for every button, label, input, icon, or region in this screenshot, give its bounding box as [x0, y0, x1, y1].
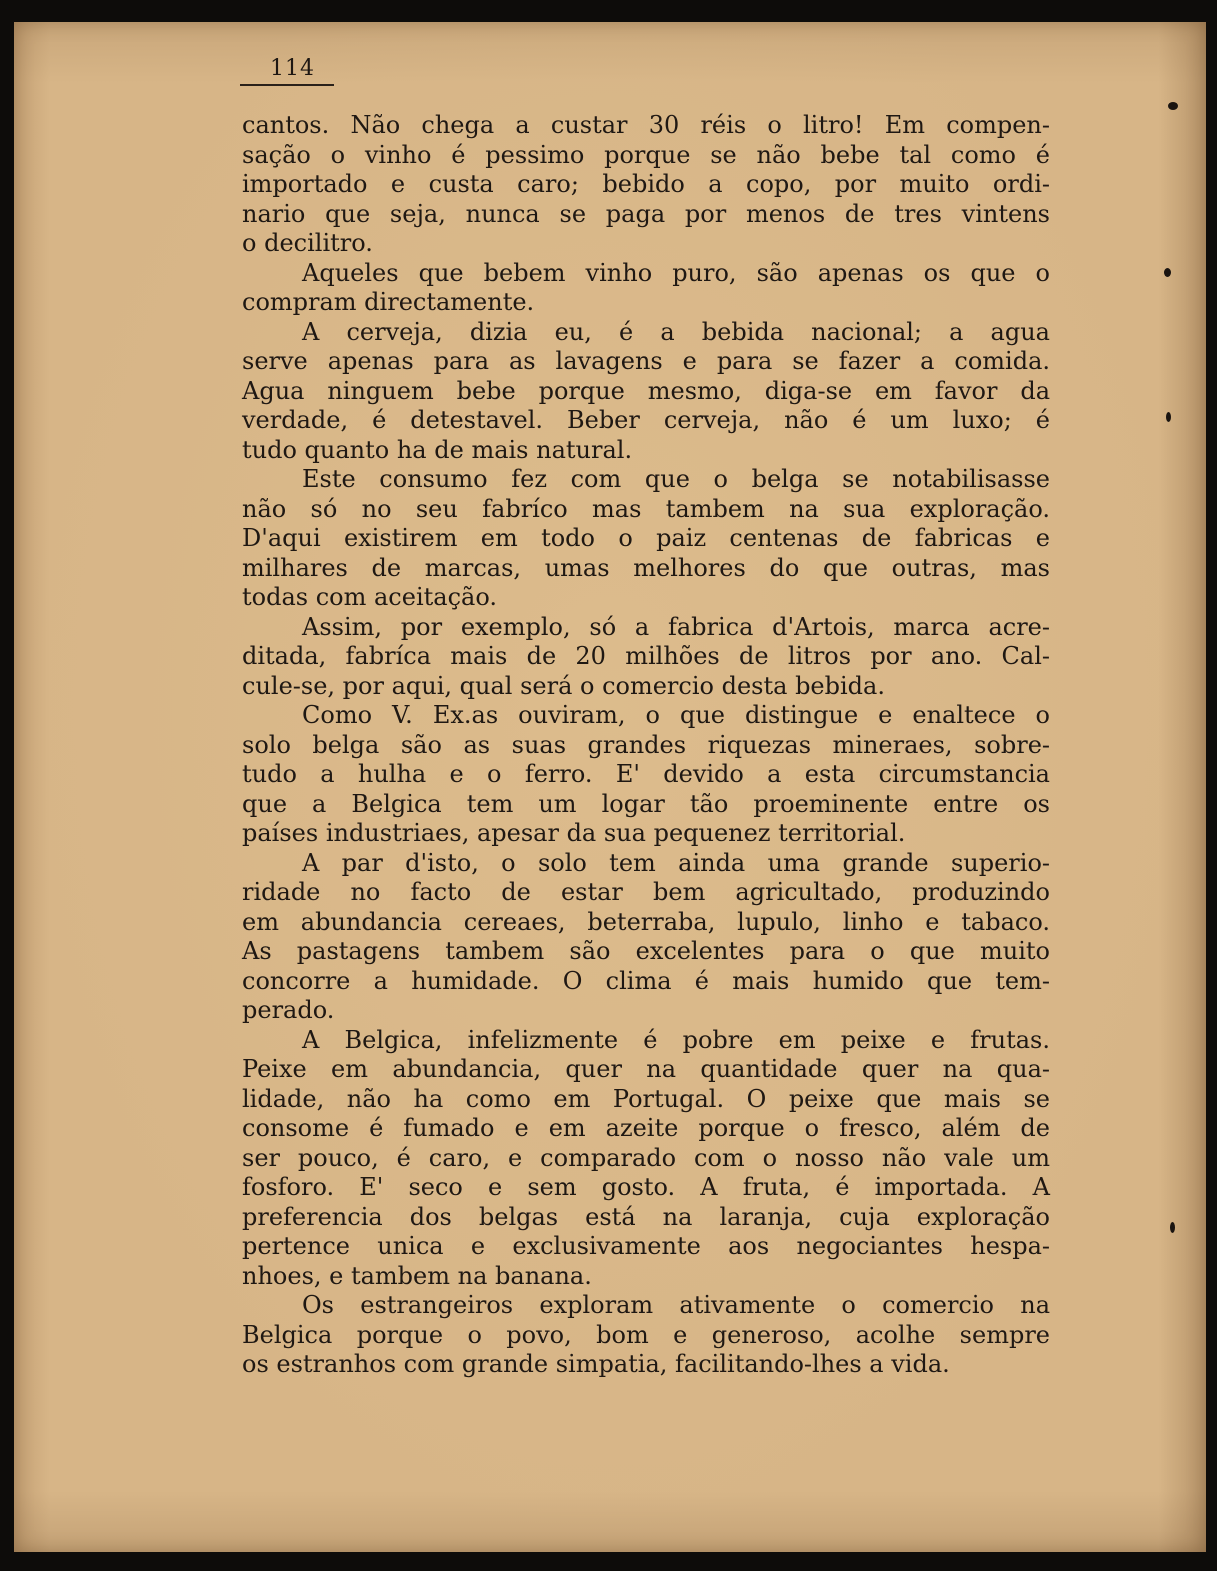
text-line: Os estrangeiros exploram ativamente o comercio na	[302, 1291, 1050, 1319]
text-line: nario que seja, nunca se paga por menos de tres vintens	[242, 199, 1050, 228]
text-line: As pastagens tambem são excelentes para o que muito	[242, 937, 1050, 965]
text-line: A Belgica, infelizmente é pobre em peixe e frutas.	[302, 1025, 1050, 1054]
text-line: perado.	[242, 996, 335, 1024]
text-line: serve apenas para as lavagens e para se fazer a comida.	[242, 347, 1050, 375]
margin-speck	[1164, 268, 1171, 277]
page-number-rule	[240, 84, 334, 86]
margin-speck	[1168, 102, 1178, 110]
text-line: tudo a hulha e o ferro. E' devido a esta circumstancia	[242, 760, 1050, 788]
page-number: 114	[270, 56, 315, 81]
text-line: milhares de marcas, umas melhores do que outras, mas	[242, 553, 1050, 582]
text-line: sação o vinho é pessimo porque se não bebe tal como é	[242, 140, 1050, 169]
text-line: ditada, fabríca mais de 20 milhões de litros por ano. Cal-	[242, 642, 1050, 670]
text-line: que a Belgica tem um logar tão proeminente entre os	[242, 789, 1050, 818]
text-line: lidade, não ha como em Portugal. O peixe que mais se	[242, 1084, 1050, 1113]
text-line: importado e custa caro; bebido a copo, por muito ordi-	[242, 170, 1050, 198]
text-line: compram directamente.	[242, 288, 535, 316]
book-page	[14, 22, 1206, 1552]
text-line: Agua ninguem bebe porque mesmo, diga-se em favor da	[242, 376, 1050, 405]
text-line: ridade no facto de estar bem agricultado, produzindo	[242, 878, 1050, 906]
text-line: os estranhos com grande simpatia, facilitando-lhes a vida.	[242, 1350, 950, 1378]
text-line: D'aqui existirem em todo o paiz centenas de fabricas e	[242, 524, 1050, 552]
text-line: verdade, é detestavel. Beber cerveja, não é um luxo; é	[242, 406, 1050, 434]
text-line: concorre a humidade. O clima é mais humido que tem-	[242, 966, 1050, 995]
text-line: ser pouco, é caro, e comparado com o nosso não vale um	[242, 1143, 1050, 1172]
text-line: Belgica porque o povo, bom e generoso, acolhe sempre	[242, 1320, 1050, 1349]
text-line: cule-se, por aqui, qual será o comercio desta bebida.	[242, 671, 885, 700]
text-line: Este consumo fez com que o belga se notabilisasse	[302, 465, 1050, 493]
text-line: pertence unica e exclusivamente aos negociantes hespa-	[242, 1232, 1050, 1260]
text-line: preferencia dos belgas está na laranja, cuja exploração	[242, 1202, 1050, 1231]
text-line: Peixe em abundancia, quer na quantidade quer na qua-	[242, 1055, 1050, 1083]
text-line: países industriaes, apesar da sua pequenez territorial.	[242, 819, 906, 847]
text-line: todas com aceitação.	[242, 583, 497, 611]
text-line: A par d'isto, o solo tem ainda uma grande superio-	[302, 848, 1050, 877]
text-line: Como V. Ex.as ouviram, o que distingue e enaltece o	[302, 701, 1050, 729]
margin-speck	[1170, 1222, 1175, 1233]
text-line: cantos. Não chega a custar 30 réis o litro! Em compen-	[242, 111, 1050, 139]
text-line: nhoes, e tambem na banana.	[242, 1261, 592, 1290]
text-line: o decilitro.	[242, 229, 373, 257]
margin-speck	[1166, 412, 1171, 422]
text-line: Aqueles que bebem vinho puro, são apenas os que o	[302, 258, 1050, 287]
text-line: Assim, por exemplo, só a fabrica d'Artois, marca acre-	[302, 612, 1050, 641]
text-line: solo belga são as suas grandes riquezas mineraes, sobre-	[242, 730, 1050, 759]
text-line: A cerveja, dizia eu, é a bebida nacional; a agua	[302, 317, 1050, 346]
text-line: não só no seu fabríco mas tambem na sua exploração.	[242, 494, 1050, 523]
text-line: consome é fumado e em azeite porque o fresco, além de	[242, 1114, 1050, 1142]
text-line: fosforo. E' seco e sem gosto. A fruta, é importada. A	[242, 1173, 1050, 1201]
body-text	[242, 111, 1050, 1380]
text-line: em abundancia cereaes, beterraba, lupulo, linho e tabaco.	[242, 907, 1050, 936]
text-line: tudo quanto ha de mais natural.	[242, 435, 633, 464]
